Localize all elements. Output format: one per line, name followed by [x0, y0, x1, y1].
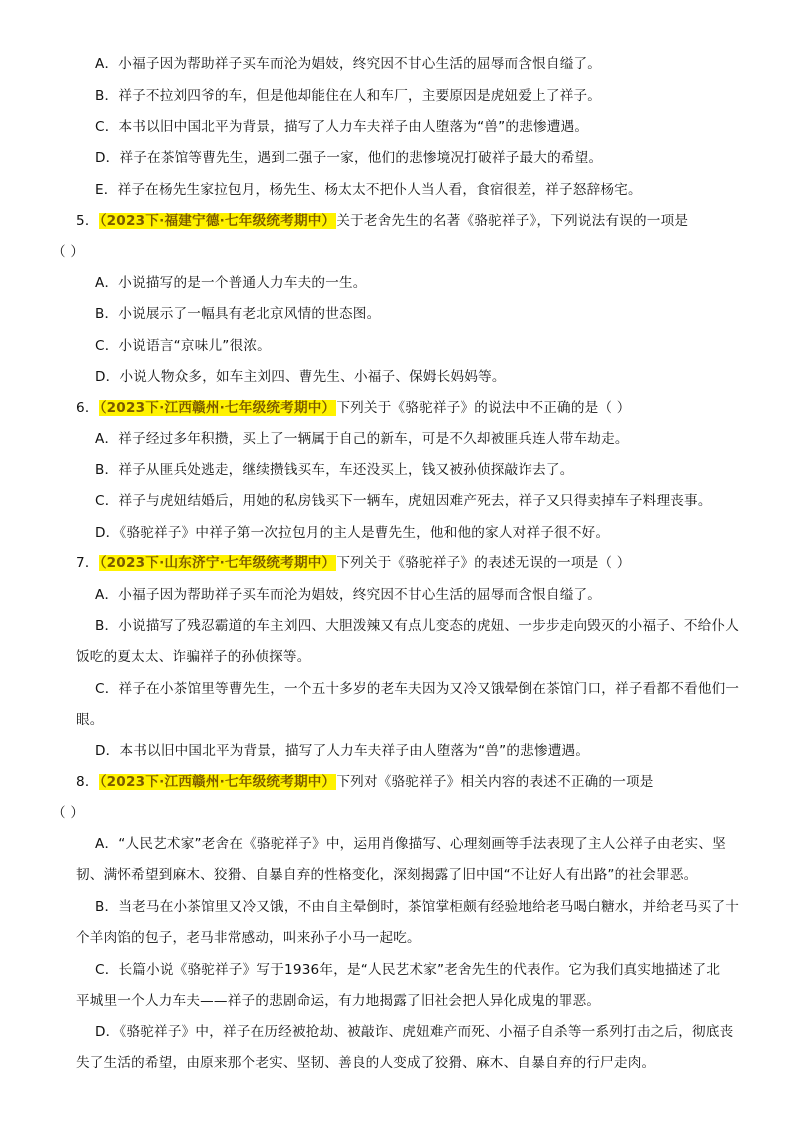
q8-option-d-line1: D．《骆驼祥子》中，祥子在历经被抢劫、被敲诈、虎妞难产而死、小福子自杀等一系列打击之后，彻底丧 — [95, 1024, 734, 1040]
q7-option-c-line1: C．祥子在小茶馆里等曹先生，一个五十多岁的老车夫因为又冷又饿晕倒在茶馆门口，祥子看都不看他们一 — [95, 681, 740, 697]
q5-option-d: D．小说人物众多，如车主刘四、曹先生、小福子、保姆长妈妈等。 — [95, 369, 506, 385]
q4-option-e: E．祥子在杨先生家拉包月，杨先生、杨太太不把仆人当人看，食宿很差，祥子怒辞杨宅。 — [95, 182, 642, 198]
q8-option-d-line2: 失了生活的希望，由原来那个老实、坚韧、善良的人变成了狡猾、麻木、自暴自弃的行尸走肉。 — [76, 1055, 656, 1071]
q4-option-d: D．祥子在茶馆等曹先生，遇到二强子一家，他们的悲惨境况打破祥子最大的希望。 — [95, 150, 603, 166]
q8-stem: 下列对《骆驼祥子》相关内容的表述不正确的一项是 — [336, 774, 654, 790]
q8-option-a-line2: 韧、满怀希望到麻木、狡猾、自暴自弃的性格变化，深刻揭露了旧中国“不让好人有出路”的社会罪恶。 — [76, 867, 698, 883]
q5-stem: 关于老舍先生的名著《骆驼祥子》，下列说法有误的一项是 — [336, 213, 689, 229]
q6-stem: 下列关于《骆驼祥子》的说法中不正确的是（ ） — [336, 400, 631, 416]
q5-number: 5． — [76, 213, 99, 229]
q4-option-a: A．小福子因为帮助祥子买车而沦为娼妓，终究因不甘心生活的屈辱而含恨自缢了。 — [95, 56, 602, 72]
q6-option-b: B．祥子从匪兵处逃走，继续攒钱买车，车还没买上，钱又被孙侦探敲诈去了。 — [95, 462, 574, 478]
q5-option-c: C．小说语言“京味儿”很浓。 — [95, 338, 271, 354]
q5-source-tag: （2023下·福建宁德·七年级统考期中） — [99, 213, 336, 229]
q4-option-c: C．本书以旧中国北平为背景，描写了人力车夫祥子由人堕落为“兽”的悲惨遭遇。 — [95, 119, 589, 135]
q6-option-c: C．祥子与虎妞结婚后，用她的私房钱买下一辆车，虎妞因难产死去，祥子又只得卖掉车子料理丧事。 — [95, 493, 712, 509]
q7-stem: 下列关于《骆驼祥子》的表述无误的一项是（ ） — [336, 555, 631, 571]
q5-answer-bracket: （ ） — [52, 244, 85, 260]
q6-source-tag: （2023下·江西赣州·七年级统考期中） — [99, 400, 336, 416]
q7-source-tag: （2023下·山东济宁·七年级统考期中） — [99, 555, 336, 571]
q8-option-a-line1: A．“人民艺术家”老舍在《骆驼祥子》中，运用肖像描写、心理刻画等手法表现了主人公祥子由老实、坚 — [95, 836, 726, 852]
q6-header — [76, 399, 631, 417]
q5-header — [76, 212, 688, 230]
q6-number: 6． — [76, 400, 99, 416]
q7-option-d: D．本书以旧中国北平为背景，描写了人力车夫祥子由人堕落为“兽”的悲惨遭遇。 — [95, 743, 590, 759]
q8-number: 8． — [76, 774, 99, 790]
q8-answer-bracket: （ ） — [52, 805, 85, 821]
q5-option-b: B．小说展示了一幅具有老北京风情的世态图。 — [95, 306, 381, 322]
q6-option-d: D．《骆驼祥子》中祥子第一次拉包月的主人是曹先生，他和他的家人对祥子很不好。 — [95, 525, 610, 541]
q5-option-a: A．小说描写的是一个普通人力车夫的一生。 — [95, 275, 367, 291]
q4-option-b: B．祥子不拉刘四爷的车，但是他却能住在人和车厂，主要原因是虎妞爱上了祥子。 — [95, 88, 602, 104]
q8-option-b-line2: 个羊肉馅的包子，老马非常感动，叫来孙子小马一起吃。 — [76, 930, 421, 946]
q8-header — [76, 773, 654, 791]
q6-option-a: A．祥子经过多年积攒，买上了一辆属于自己的新车，可是不久却被匪兵连人带车劫走。 — [95, 431, 629, 447]
q8-option-c-line2: 平城里一个人力车夫——祥子的悲剧命运，有力地揭露了旧社会把人异化成鬼的罪恶。 — [76, 993, 601, 1009]
q7-option-c-line2: 眼。 — [76, 712, 104, 728]
q7-option-a: A．小福子因为帮助祥子买车而沦为娼妓，终究因不甘心生活的屈辱而含恨自缢了。 — [95, 587, 602, 603]
q7-header — [76, 554, 631, 572]
q8-option-b-line1: B．当老马在小茶馆里又冷又饿，不由自主晕倒时，茶馆掌柜颇有经验地给老马喝白糖水，并给老马买了十 — [95, 899, 740, 915]
q8-option-c-line1: C．长篇小说《骆驼祥子》写于1936年，是“人民艺术家”老舍先生的代表作。它为我们真实地描述了北 — [95, 962, 721, 978]
q7-number: 7． — [76, 555, 99, 571]
q8-source-tag: （2023下·江西赣州·七年级统考期中） — [99, 774, 336, 790]
q7-option-b-line2: 饭吃的夏太太、诈骗祥子的孙侦探等。 — [76, 649, 311, 665]
q7-option-b-line1: B．小说描写了残忍霸道的车主刘四、大胆泼辣又有点儿变态的虎妞、一步步走向毁灭的小福子、不给仆人 — [95, 618, 740, 634]
